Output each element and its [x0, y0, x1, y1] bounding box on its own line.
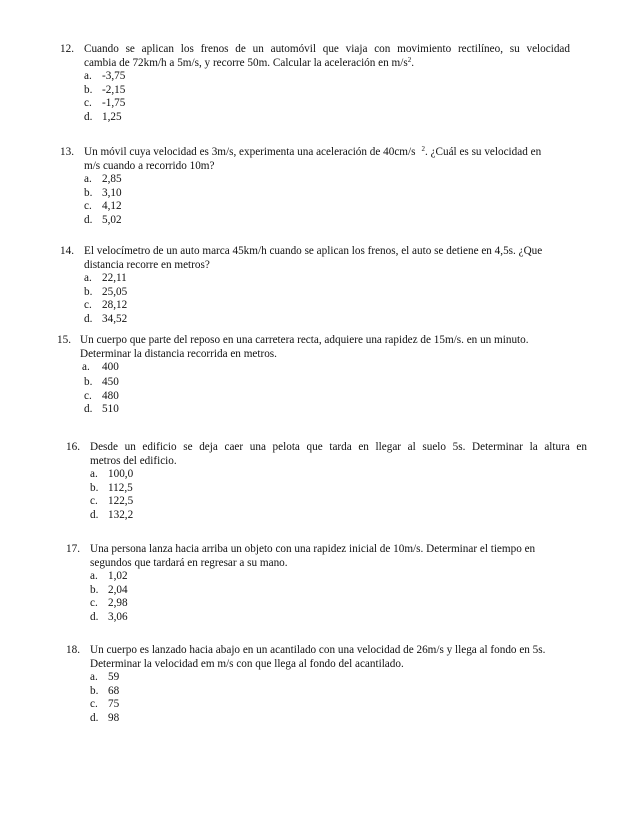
question-stem-line: Una persona lanza hacia arriba un objeto con una rapidez inicial de 10m/s. Determinar el tiempo en	[90, 543, 536, 555]
answer-option: a. 2,85	[84, 173, 122, 186]
answer-option: b. 112,5	[90, 481, 133, 494]
superscript: 2	[407, 55, 412, 64]
question-number: 15.	[57, 334, 71, 346]
question-18	[0, 644, 638, 726]
answer-option: b. 25,05	[84, 285, 128, 298]
superscript: 2	[421, 145, 425, 153]
answer-option: d. 5,02	[84, 213, 122, 226]
answer-option: d. 1,25	[84, 110, 122, 123]
question-stem-line: Determinar la distancia recorrida en metros.	[80, 347, 277, 360]
question-number: 18.	[66, 644, 80, 656]
answer-option: b. 2,04	[90, 583, 128, 596]
answer-option: d. 3,06	[90, 610, 128, 623]
question-stem-line: Un cuerpo es lanzado hacia abajo en un acantilado con una velocidad de 26m/s y llega al fondo en 5s.	[90, 644, 546, 656]
question-stem-line: Cuando se aplican los frenos de un automóvil que viaja con movimiento rectilíneo, su velocidad	[84, 43, 570, 55]
answer-option: d. 34,52	[84, 312, 128, 325]
question-number: 17.	[66, 543, 80, 555]
question-stem-line: El velocímetro de un auto marca 45km/h cuando se aplican los frenos, el auto se detiene en 4,5s. ¿Que	[84, 245, 543, 257]
answer-option: d. 510	[84, 403, 119, 416]
answer-option: c. 75	[90, 698, 120, 711]
answer-option: b. 3,10	[84, 186, 122, 199]
question-stem-line: Determinar la velocidad em m/s con que llega al fondo del acantilado.	[90, 657, 404, 670]
answer-option: d. 98	[90, 711, 120, 724]
answer-option: c. 122,5	[90, 495, 134, 508]
question-stem-line: cambia de 72km/h a 5m/s, y recorre 50m. Calcular la aceleración en $m/s^2$.	[84, 55, 414, 69]
answer-option: c. 2,98	[90, 597, 128, 610]
answer-option: a. 59	[90, 671, 120, 684]
question-stem-line: segundos que tardará en regresar a su mano.	[90, 556, 288, 569]
answer-option: c. 28,12	[84, 299, 128, 312]
answer-option: a. -3,75	[84, 70, 126, 83]
question-15	[0, 334, 638, 417]
answer-option: a. 400	[82, 361, 119, 374]
question-14	[0, 245, 638, 327]
question-12	[0, 43, 638, 125]
answer-option: c. -1,75	[84, 97, 126, 110]
answer-option: a. 1,02	[90, 570, 128, 583]
question-stem-line: m/s cuando a recorrido 10m?	[84, 159, 215, 172]
answer-option: c. 480	[84, 389, 119, 402]
question-17	[0, 543, 638, 625]
question-stem-line: metros del edificio.	[90, 454, 177, 467]
question-13	[0, 146, 638, 228]
answer-option: b. 68	[90, 684, 120, 697]
answer-option: a. 22,11	[84, 272, 127, 285]
question-stem-line: Un móvil cuya velocidad es 3m/s, experimenta una aceleración de 40cm/s $^2$. ¿Cuál es su velocidad en	[84, 145, 542, 158]
question-number: 12.	[60, 43, 74, 55]
answer-option: b. 450	[84, 376, 119, 389]
question-stem-line: Desde un edificio se deja caer una pelota que tarda en llegar al suelo 5s. Determinar la altura en	[90, 441, 587, 453]
question-number: 13.	[60, 146, 74, 158]
question-stem-line: Un cuerpo que parte del reposo en una carretera recta, adquiere una rapidez de 15m/s. en un minuto.	[80, 334, 529, 346]
answer-option: a. 100,0	[90, 468, 134, 481]
question-16	[0, 441, 638, 523]
question-number: 16.	[66, 441, 80, 453]
answer-option: b. -2,15	[84, 83, 126, 96]
answer-option: c. 4,12	[84, 200, 122, 213]
question-stem-line: distancia recorre en metros?	[84, 258, 210, 271]
question-number: 14.	[60, 245, 74, 257]
answer-option: d. 132,2	[90, 508, 134, 521]
